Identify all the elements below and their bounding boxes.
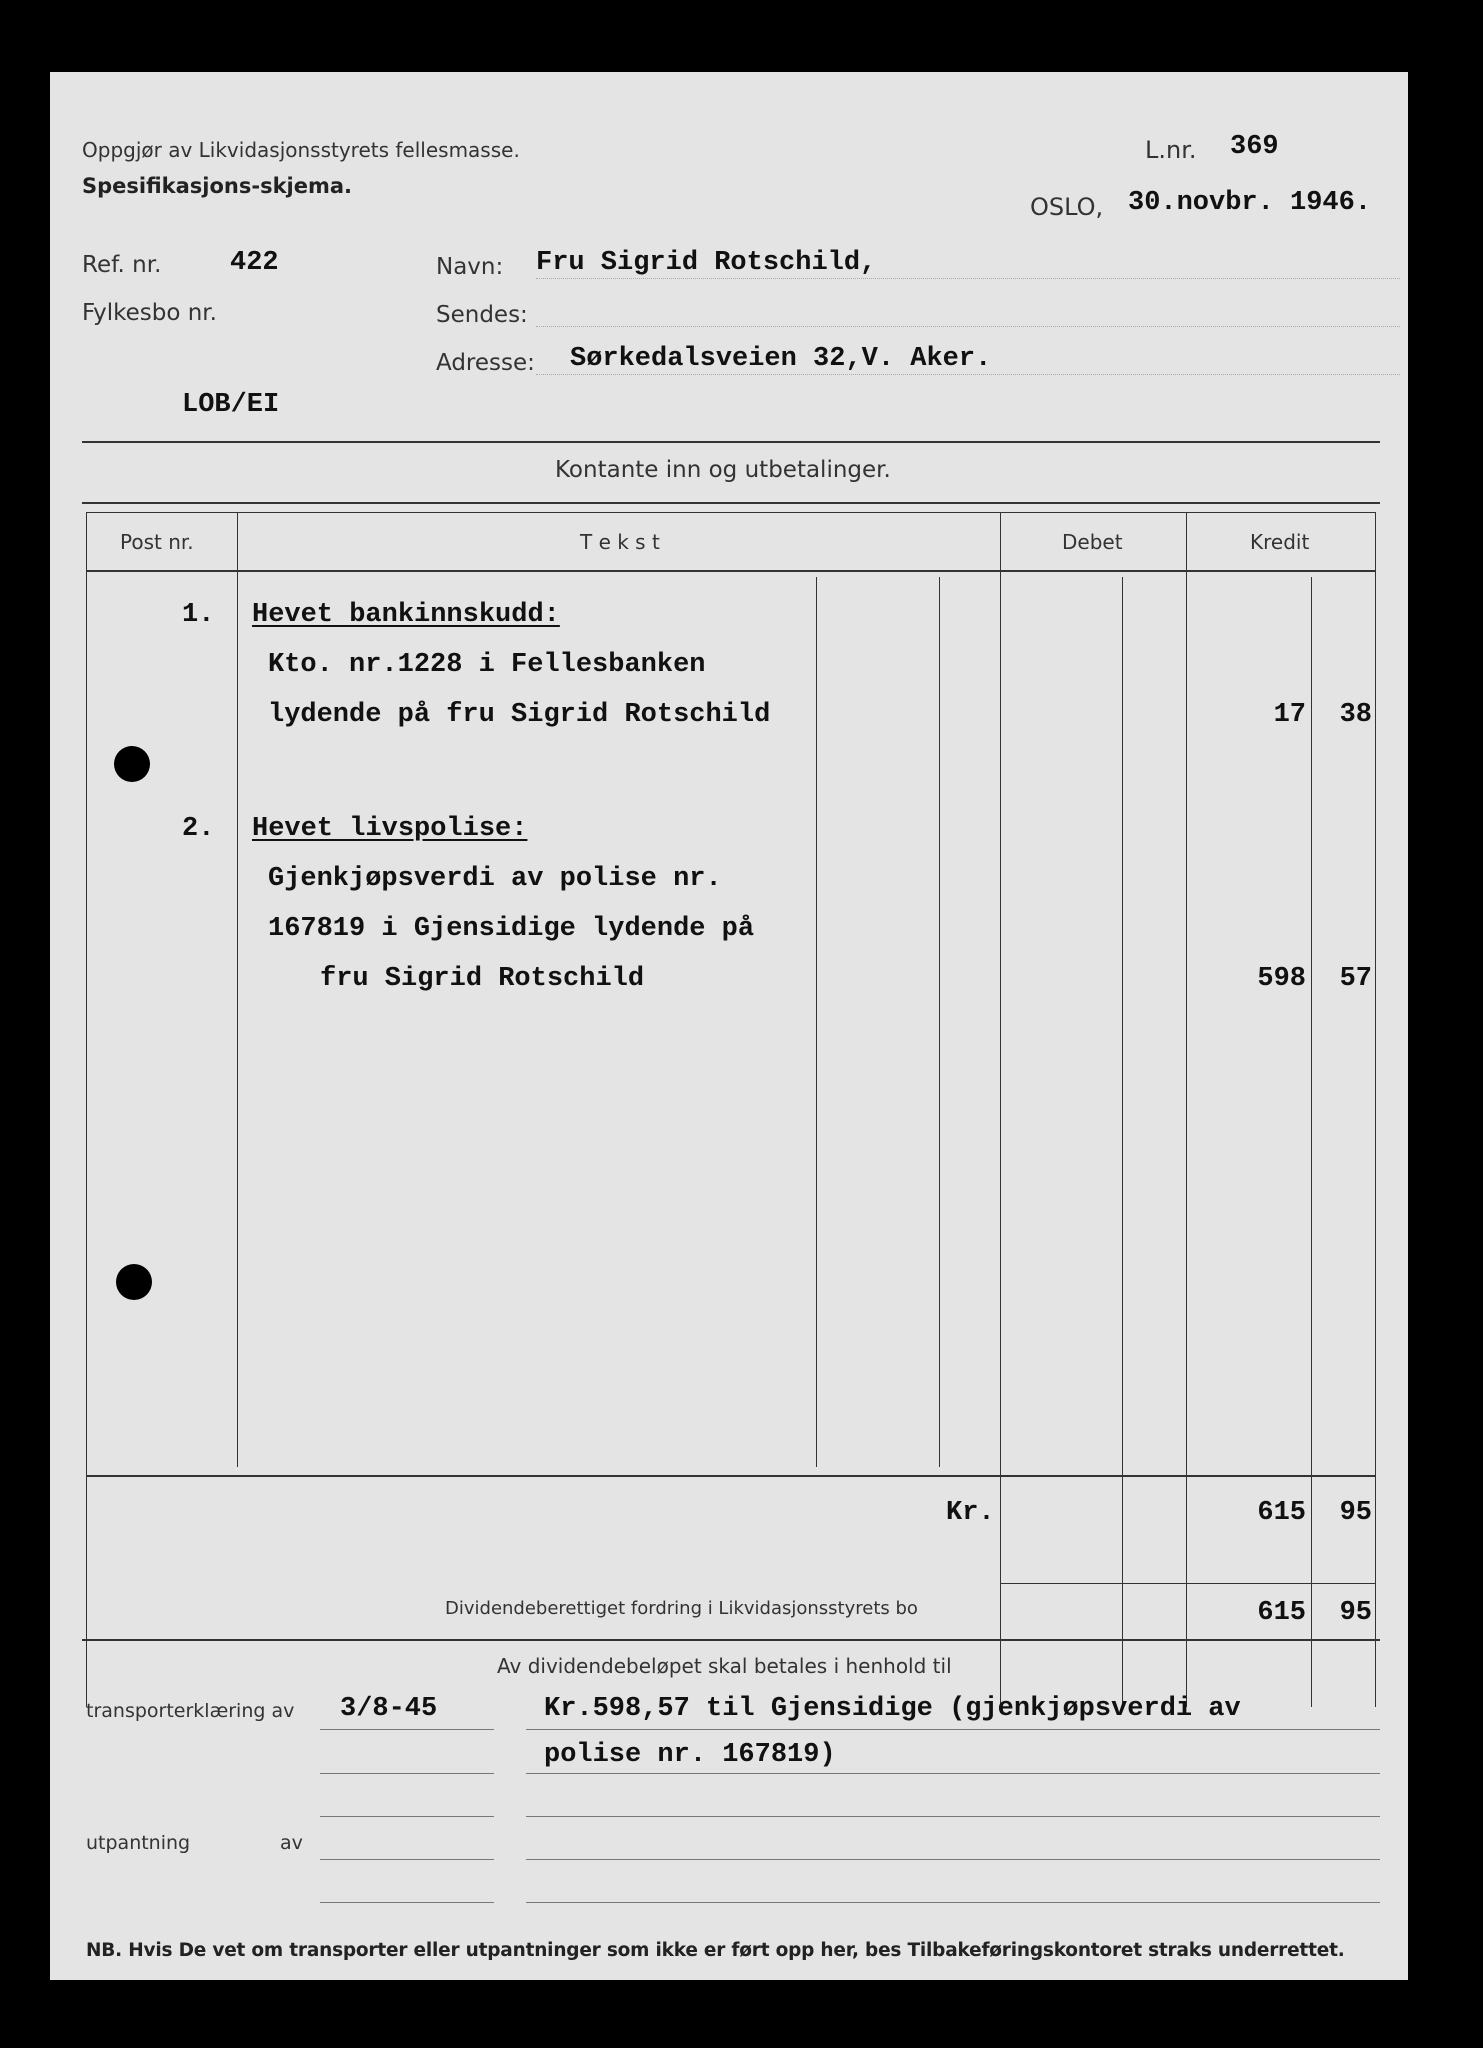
place-label: OSLO, xyxy=(1030,193,1104,221)
entry-2-kredit-kr: 598 xyxy=(1257,964,1306,994)
header-debet: Debet xyxy=(1062,530,1123,554)
section-rule xyxy=(82,441,1380,443)
entry-1-heading: Hevet bankinnskudd: xyxy=(252,600,560,630)
col-inner-b xyxy=(939,577,940,1467)
entry-2-line-2: 167819 i Gjensidige lydende på xyxy=(268,914,755,944)
transport-text-1: Kr.598,57 til Gjensidige (gjenkjøpsverdi av xyxy=(544,1694,1241,1724)
col-debet-divider xyxy=(1000,512,1001,1707)
table-top-inner xyxy=(86,512,1376,513)
rule-text-1 xyxy=(526,1729,1380,1730)
rule-text-3 xyxy=(526,1816,1380,1817)
payment-note: Av dividendebeløpet skal betales i henhold til xyxy=(497,1654,952,1678)
adresse-label: Adresse: xyxy=(436,350,535,376)
entry-1-line-1: Kto. nr.1228 i Fellesbanken xyxy=(268,650,706,680)
form-sheet xyxy=(50,72,1408,1980)
adresse-rule xyxy=(536,374,1400,375)
form-title: Spesifikasjons-skjema. xyxy=(82,174,353,198)
navn-label: Navn: xyxy=(436,254,504,280)
post-1: 1. xyxy=(182,600,215,630)
fylkesbo-label: Fylkesbo nr. xyxy=(82,300,217,326)
table-left xyxy=(86,512,87,1707)
col-debet-ore xyxy=(1122,577,1123,1707)
table-right xyxy=(1375,512,1376,1707)
sendes-label: Sendes: xyxy=(436,302,528,328)
ref-value: 422 xyxy=(230,248,279,278)
header-bottom xyxy=(86,570,1376,572)
transport-date: 3/8-45 xyxy=(340,1694,438,1724)
entry-2-heading: Hevet livspolise: xyxy=(252,814,528,844)
utpantning-label: utpantning xyxy=(86,1832,191,1854)
table-top xyxy=(82,502,1380,504)
dividend-label: Dividendeberettiget fordring i Likvidasjonsstyrets bo xyxy=(445,1598,918,1619)
rule-text-2 xyxy=(526,1773,1380,1774)
dividend-kredit-ore: 95 xyxy=(1339,1598,1372,1628)
col-kredit-ore xyxy=(1311,577,1312,1707)
header-post: Post nr. xyxy=(120,530,194,554)
col-inner-a xyxy=(816,577,817,1467)
total-kredit-kr: 615 xyxy=(1257,1498,1306,1528)
entry-2-line-1: Gjenkjøpsverdi av polise nr. xyxy=(268,864,722,894)
office-code: LOB/EI xyxy=(182,390,280,420)
sendes-rule xyxy=(536,326,1400,327)
punch-hole-2 xyxy=(116,1264,152,1300)
total-bottom xyxy=(1000,1583,1376,1584)
nb-notice: NB. Hvis De vet om transporter eller utpantninger som ikke er ført opp her, bes Tilbakeføringskontoret straks underrettet. xyxy=(86,1940,1345,1961)
entry-2-line-3: fru Sigrid Rotschild xyxy=(320,964,645,994)
entry-1-line-2: lydende på fru Sigrid Rotschild xyxy=(268,700,771,730)
punch-hole-1 xyxy=(114,746,150,782)
transport-text-2: polise nr. 167819) xyxy=(544,1740,836,1770)
lnr-label: L.nr. xyxy=(1145,136,1197,164)
col-kredit-divider xyxy=(1186,512,1187,1707)
entry-2-kredit-ore: 57 xyxy=(1339,964,1372,994)
adresse-value: Sørkedalsveien 32,V. Aker. xyxy=(570,344,992,374)
header-kredit: Kredit xyxy=(1250,530,1310,554)
rule-text-5 xyxy=(526,1902,1380,1903)
date-value: 30.novbr. 1946. xyxy=(1128,188,1372,218)
body-bottom xyxy=(86,1475,1376,1477)
section-title: Kontante inn og utbetalinger. xyxy=(555,457,891,483)
total-kredit-ore: 95 xyxy=(1339,1498,1372,1528)
navn-rule xyxy=(536,278,1400,279)
rule-date-1 xyxy=(320,1729,494,1730)
org-line: Oppgjør av Likvidasjonsstyrets fellesmasse. xyxy=(82,138,520,162)
transport-label: transporterklæring av xyxy=(86,1700,295,1722)
rule-date-2 xyxy=(320,1773,494,1774)
dividend-kredit-kr: 615 xyxy=(1257,1598,1306,1628)
lnr-value: 369 xyxy=(1230,132,1279,162)
rule-text-4 xyxy=(526,1859,1380,1860)
ref-label: Ref. nr. xyxy=(82,252,162,278)
col-post-divider xyxy=(237,512,238,1467)
post-2: 2. xyxy=(182,814,215,844)
table-bottom xyxy=(82,1639,1380,1641)
total-label: Kr. xyxy=(946,1498,995,1528)
entry-1-kredit-kr: 17 xyxy=(1273,700,1306,730)
rule-date-4 xyxy=(320,1859,494,1860)
header-tekst: T e k s t xyxy=(580,530,660,554)
rule-date-3 xyxy=(320,1816,494,1817)
rule-date-5 xyxy=(320,1902,494,1903)
navn-value: Fru Sigrid Rotschild, xyxy=(536,248,877,278)
utpantning-av: av xyxy=(280,1832,303,1854)
entry-1-kredit-ore: 38 xyxy=(1339,700,1372,730)
